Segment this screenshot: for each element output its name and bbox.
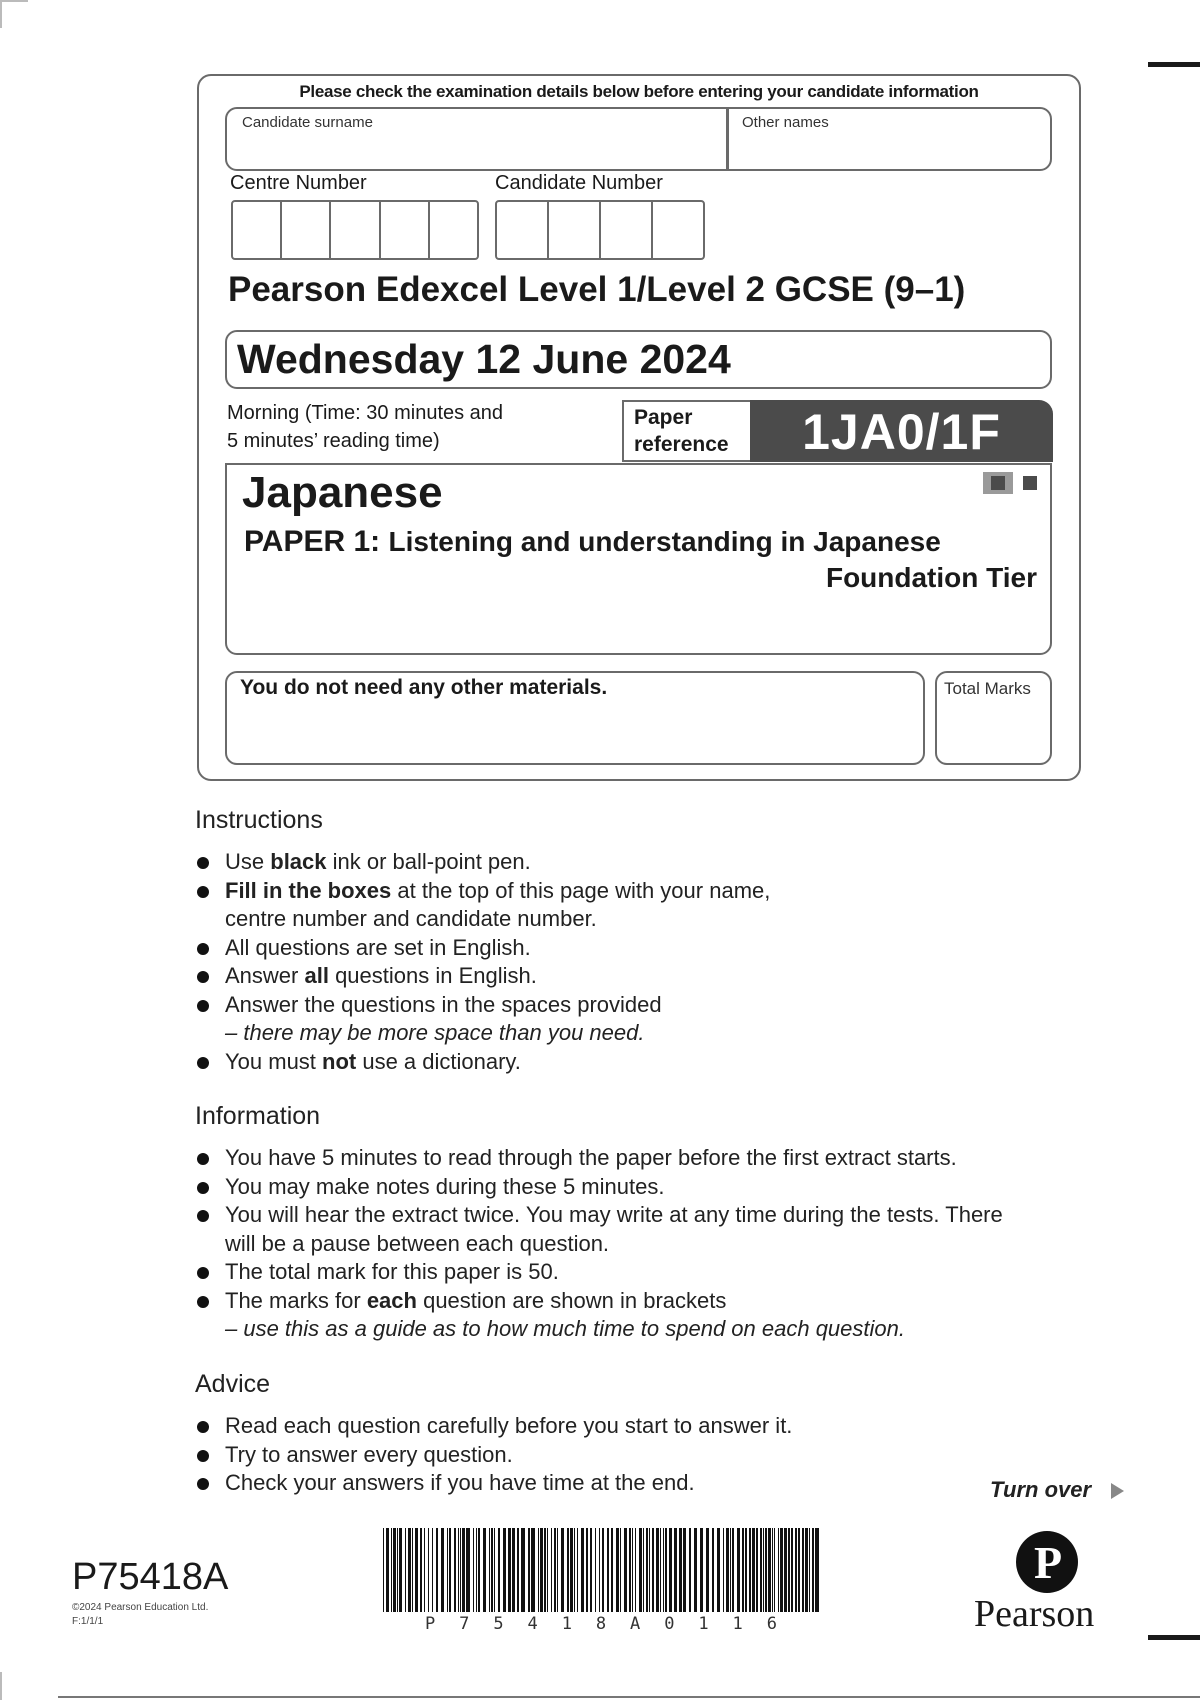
- pearson-wordmark: Pearson: [974, 1593, 1095, 1635]
- barcode-bar: [706, 1528, 709, 1612]
- barcode-bar: [760, 1528, 762, 1612]
- candidate-number-cell[interactable]: [549, 202, 601, 258]
- barcode-bar: [679, 1528, 682, 1612]
- barcode-bar: [428, 1528, 429, 1612]
- tier-marker-icon: [991, 476, 1005, 490]
- barcode-bar: [540, 1528, 543, 1612]
- barcode-bar: [656, 1528, 659, 1612]
- barcode-bar: [512, 1528, 515, 1612]
- barcode-bar: [749, 1528, 751, 1612]
- turn-over-label: Turn over: [990, 1477, 1092, 1502]
- barcode-bar: [730, 1528, 731, 1612]
- paper-code: P75418A: [72, 1556, 229, 1598]
- pearson-logo-icon: [1015, 1530, 1079, 1594]
- list-item: All questions are set in English.: [195, 934, 770, 963]
- barcode-bar: [683, 1528, 686, 1612]
- tier-label: Foundation Tier: [825, 562, 1037, 593]
- barcode-bar: [454, 1528, 456, 1612]
- barcode-bar: [503, 1528, 506, 1612]
- centre-number-cell[interactable]: [331, 202, 380, 258]
- barcode-bar: [415, 1528, 418, 1612]
- barcode-bar: [665, 1528, 667, 1612]
- barcode-bar: [802, 1528, 804, 1612]
- barcode-bar: [577, 1528, 578, 1612]
- barcode-bar: [607, 1528, 609, 1612]
- barcode-bar: [494, 1528, 495, 1612]
- barcode-digit: P: [425, 1614, 436, 1634]
- candidate-number-cell[interactable]: [497, 202, 549, 258]
- barcode-bar: [774, 1528, 775, 1612]
- barcode-bar: [624, 1528, 627, 1612]
- barcode-bar: [399, 1528, 402, 1612]
- candidate-number-boxes[interactable]: [495, 200, 705, 260]
- barcode-bar: [590, 1528, 592, 1612]
- barcode-bar: [652, 1528, 654, 1612]
- list-item: You must not use a dictionary.: [195, 1048, 770, 1077]
- barcode-digit: 1: [732, 1614, 743, 1634]
- list-item: Answer the questions in the spaces provided – there may be more space than you need.: [195, 991, 770, 1048]
- barcode-bar: [405, 1528, 406, 1612]
- barcode-bar: [763, 1528, 764, 1612]
- barcode-bar: [393, 1528, 396, 1612]
- exam-time-line-2: 5 minutes’ reading time): [227, 430, 440, 452]
- barcode-bar: [756, 1528, 758, 1612]
- barcode-bar: [517, 1528, 519, 1612]
- barcode-bar: [544, 1528, 546, 1612]
- other-names-field[interactable]: Other names: [742, 114, 829, 131]
- barcode-digit: 1: [698, 1614, 709, 1634]
- barcode-bar: [412, 1528, 413, 1612]
- print-code: F:1/1/1: [72, 1616, 104, 1627]
- centre-number-label: Centre Number: [230, 172, 367, 194]
- barcode-bar: [570, 1528, 573, 1612]
- instructions-heading: Instructions: [195, 806, 323, 834]
- barcode-bar: [424, 1528, 425, 1612]
- barcode-bar: [432, 1528, 433, 1612]
- barcode-bar: [586, 1528, 588, 1612]
- barcode-bar: [476, 1528, 477, 1612]
- barcode-bar: [717, 1528, 720, 1612]
- list-item: Try to answer every question.: [195, 1441, 792, 1470]
- barcode-digit: 6: [766, 1614, 777, 1634]
- barcode-bar: [420, 1528, 422, 1612]
- crop-mark-bottom-left: [0, 1672, 2, 1700]
- exam-time-line-1: Morning (Time: 30 minutes and: [227, 402, 504, 424]
- list-item: Use black ink or ball-point pen.: [195, 848, 770, 877]
- barcode-bar: [812, 1528, 814, 1612]
- centre-number-cell[interactable]: [233, 202, 282, 258]
- registration-mark-bottom-right: [1148, 1635, 1200, 1640]
- barcode-bar: [745, 1528, 747, 1612]
- barcode-bar: [723, 1528, 724, 1612]
- advice-list: [195, 1412, 792, 1498]
- list-item: The marks for each question are shown in brackets – use this as a guide as to how much time to spend on each question.: [195, 1287, 1003, 1344]
- barcode-bar: [805, 1528, 808, 1612]
- barcode-bar: [491, 1528, 493, 1612]
- barcode-bar: [632, 1528, 633, 1612]
- bottom-rule: [58, 1696, 1200, 1698]
- barcode-bar: [528, 1528, 530, 1612]
- barcode-bar: [531, 1528, 535, 1612]
- tier-marker-icon: [1023, 476, 1037, 490]
- barcode-bar: [649, 1528, 650, 1612]
- barcode-bar: [620, 1528, 621, 1612]
- crop-mark-top-left: [0, 0, 28, 2]
- barcode-digit: 0: [664, 1614, 675, 1634]
- paper-reference-code: 1JA0/1F: [750, 400, 1053, 462]
- subject-title: Japanese: [242, 468, 443, 517]
- barcode-digit: 4: [527, 1614, 538, 1634]
- barcode-bar: [780, 1528, 783, 1612]
- candidate-number-label: Candidate Number: [495, 172, 663, 194]
- barcode-bar: [726, 1528, 729, 1612]
- barcode-bar: [809, 1528, 810, 1612]
- barcode-bar: [602, 1528, 604, 1612]
- paper-title-line: [244, 525, 941, 559]
- paper-reference-label-line-1: Paper: [634, 406, 693, 429]
- barcode-bar: [694, 1528, 697, 1612]
- barcode-bar: [765, 1528, 767, 1612]
- barcode-bar: [581, 1528, 584, 1612]
- barcode-bar: [557, 1528, 558, 1612]
- barcode-digit: 8: [595, 1614, 607, 1634]
- exam-date: Wednesday 12 June 2024: [237, 336, 731, 382]
- barcode-bar: [386, 1528, 389, 1612]
- barcode-digit: A: [630, 1614, 641, 1634]
- barcode-bar: [669, 1528, 672, 1612]
- barcode-bar: [391, 1528, 392, 1612]
- barcode-bar: [689, 1528, 691, 1612]
- centre-number-cell[interactable]: [282, 202, 331, 258]
- paper-title: Listening and understanding in Japanese: [388, 526, 941, 557]
- barcode-bar: [663, 1528, 664, 1612]
- candidate-number-cell[interactable]: [653, 202, 703, 258]
- barcode-bar: [784, 1528, 787, 1612]
- barcode-bar: [646, 1528, 648, 1612]
- qualification-title: Pearson Edexcel Level 1/Level 2 GCSE (9–1): [228, 270, 966, 309]
- barcode-bar: [795, 1528, 797, 1612]
- play-arrow-icon: [1111, 1483, 1124, 1499]
- barcode-bar: [674, 1528, 677, 1612]
- candidate-surname-field[interactable]: Candidate surname: [242, 114, 373, 131]
- list-item: You will hear the extract twice. You may write at any time during the tests. There will be a pause between each question.: [195, 1201, 1003, 1258]
- barcode-bar: [616, 1528, 619, 1612]
- copyright-text: ©2024 Pearson Education Ltd.: [72, 1602, 209, 1613]
- total-marks-label: Total Marks: [944, 679, 1031, 698]
- barcode-bar: [460, 1528, 461, 1612]
- barcode-bar: [473, 1528, 474, 1612]
- materials-text: You do not need any other materials.: [240, 676, 608, 699]
- barcode-bar: [629, 1528, 631, 1612]
- barcode-bar: [798, 1528, 800, 1612]
- barcode-bar: [478, 1528, 480, 1612]
- barcode-bar: [788, 1528, 790, 1612]
- barcode-bar: [712, 1528, 714, 1612]
- barcode-bar: [643, 1528, 644, 1612]
- barcode-bar: [732, 1528, 734, 1612]
- barcode-bar: [660, 1528, 661, 1612]
- barcode-bar: [752, 1528, 755, 1612]
- barcode-bar: [815, 1528, 819, 1612]
- barcode-bar: [462, 1528, 465, 1612]
- barcode-bar: [574, 1528, 575, 1612]
- barcode-bar: [449, 1528, 451, 1612]
- barcode-bar: [436, 1528, 438, 1612]
- barcode-bar: [498, 1528, 500, 1612]
- barcode-digit: 5: [493, 1614, 504, 1634]
- barcode-bar: [508, 1528, 511, 1612]
- barcode-bar: [483, 1528, 486, 1612]
- barcode-bar: [447, 1528, 448, 1612]
- barcode-bar: [561, 1528, 564, 1612]
- paper-number: PAPER 1:: [244, 525, 381, 558]
- barcode-bar: [441, 1528, 444, 1612]
- logo-letter: P: [1033, 1537, 1063, 1588]
- instructions-list: [195, 848, 770, 1076]
- candidate-number-cell[interactable]: [601, 202, 653, 258]
- paper-reference-label: [622, 400, 750, 462]
- barcode-bar: [595, 1528, 596, 1612]
- barcode-bar: [408, 1528, 411, 1612]
- barcode-digit: 1: [561, 1614, 572, 1634]
- name-box-divider: [726, 109, 729, 169]
- barcode-bar: [489, 1528, 490, 1612]
- barcode-bar: [791, 1528, 793, 1612]
- barcode-bar: [547, 1528, 548, 1612]
- check-details-text: Please check the examination details below before entering your candidate information: [299, 82, 979, 101]
- information-list: [195, 1144, 1003, 1344]
- information-heading: Information: [195, 1102, 321, 1130]
- barcode-bar: [599, 1528, 600, 1612]
- crop-mark-top-left: [0, 0, 2, 28]
- list-item: Fill in the boxes at the top of this page with your name, centre number and candidate number.: [195, 877, 770, 934]
- list-item: You have 5 minutes to read through the paper before the first extract starts.: [195, 1144, 1003, 1173]
- barcode-bar: [635, 1528, 636, 1612]
- registration-mark-top-right: [1148, 62, 1200, 67]
- list-item: Read each question carefully before you start to answer it.: [195, 1412, 792, 1441]
- barcode-bar: [768, 1528, 771, 1612]
- barcode-bar: [567, 1528, 569, 1612]
- barcode-bar: [772, 1528, 773, 1612]
- list-item: Answer all questions in English.: [195, 962, 770, 991]
- barcode-bar: [742, 1528, 744, 1612]
- centre-number-cell[interactable]: [381, 202, 430, 258]
- advice-heading: Advice: [195, 1370, 271, 1398]
- list-item: The total mark for this paper is 50.: [195, 1258, 1003, 1287]
- paper-reference-label-line-2: reference: [634, 433, 729, 456]
- barcode-digits: [383, 1614, 819, 1634]
- barcode-bar: [737, 1528, 740, 1612]
- barcode-digit: 7: [459, 1614, 470, 1634]
- barcode-bar: [466, 1528, 470, 1612]
- centre-number-cell[interactable]: [430, 202, 477, 258]
- barcode-bar: [538, 1528, 539, 1612]
- barcode-bar: [639, 1528, 642, 1612]
- barcode-bar: [611, 1528, 613, 1612]
- barcode: [383, 1528, 819, 1612]
- barcode-bar: [551, 1528, 552, 1612]
- barcode-bar: [778, 1528, 779, 1612]
- turn-over-link[interactable]: [990, 1477, 1124, 1503]
- barcode-bar: [458, 1528, 459, 1612]
- barcode-bar: [397, 1528, 398, 1612]
- barcode-bar: [521, 1528, 525, 1612]
- barcode-bar: [700, 1528, 703, 1612]
- barcode-bar: [554, 1528, 556, 1612]
- list-item: Check your answers if you have time at the end.: [195, 1469, 792, 1498]
- centre-number-boxes[interactable]: [231, 200, 479, 260]
- list-item: You may make notes during these 5 minutes.: [195, 1173, 1003, 1202]
- barcode-bar: [383, 1528, 384, 1612]
